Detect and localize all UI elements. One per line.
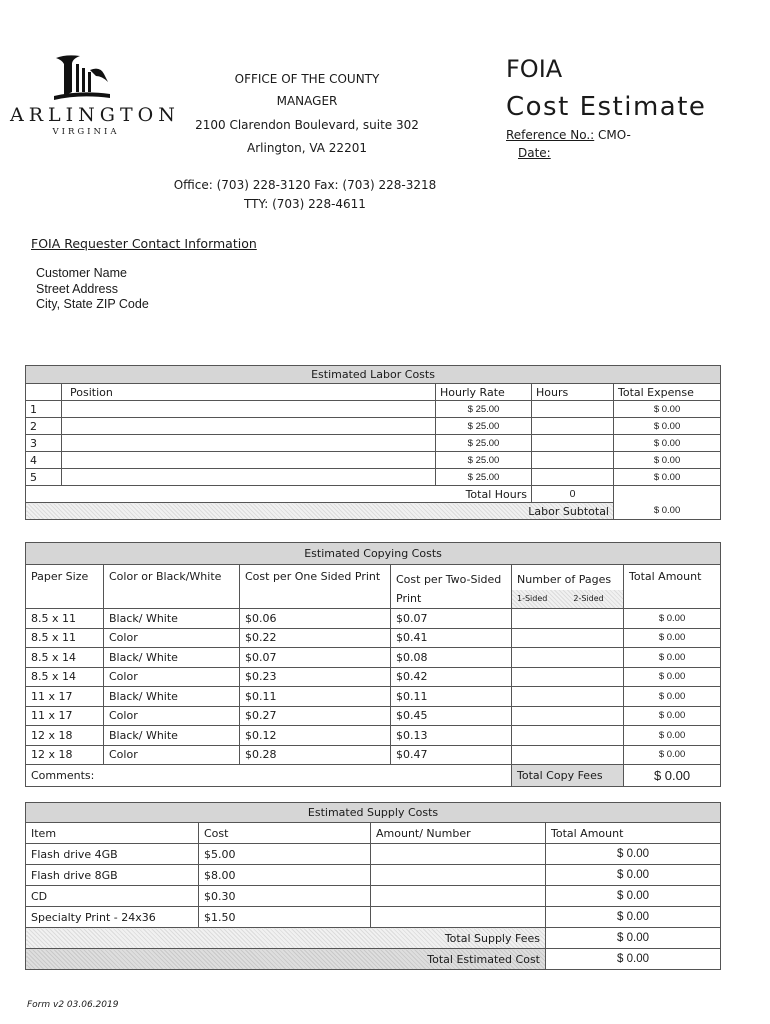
supply-cost: $5.00 [199, 844, 371, 865]
one-sided-cost: $0.23 [240, 667, 391, 687]
paper-size: 11 x 17 [26, 706, 104, 726]
hourly-rate: $ 25.00 [436, 435, 532, 452]
hours-input[interactable] [532, 435, 614, 452]
city-state-zip[interactable]: City, State ZIP Code [36, 297, 149, 311]
supply-header-cost: Cost [199, 823, 371, 844]
one-sided-cost: $0.12 [240, 726, 391, 746]
labor-header-position: Position [62, 384, 436, 401]
reference-number [506, 128, 631, 142]
copy-row [26, 609, 721, 629]
amount-input[interactable] [371, 865, 546, 886]
hours-input[interactable] [532, 401, 614, 418]
arlington-logo [10, 52, 180, 137]
amount-input[interactable] [371, 844, 546, 865]
total-estimated-cost-value: $ 0.00 [546, 949, 721, 970]
copy-row [26, 687, 721, 707]
two-sided-label: 2-Sided [573, 594, 604, 604]
copy-header-pages: Number of Pages [512, 565, 624, 590]
color-type: Color [104, 667, 240, 687]
supply-costs-table [25, 802, 721, 970]
total-expense: $ 0.00 [614, 418, 721, 435]
position-input[interactable] [62, 401, 436, 418]
labor-header-rate: Hourly Rate [436, 384, 532, 401]
hours-input[interactable] [532, 418, 614, 435]
labor-row [26, 469, 721, 486]
copy-total: $ 0.00 [624, 648, 721, 668]
paper-size: 8.5 x 14 [26, 667, 104, 687]
supply-total: $ 0.00 [546, 865, 721, 886]
title-cost-estimate: Cost Estimate [506, 92, 707, 122]
one-sided-cost: $0.06 [240, 609, 391, 629]
two-sided-cost: $0.11 [391, 687, 512, 707]
supply-row [26, 886, 721, 907]
total-copy-fees-label: Total Copy Fees [512, 765, 624, 787]
two-sided-cost: $0.45 [391, 706, 512, 726]
pages-input[interactable] [512, 745, 624, 765]
arlington-house-icon [50, 52, 112, 102]
comments-field[interactable]: Comments: [26, 765, 512, 787]
copy-header-two-sided-line2: Print [396, 592, 422, 605]
two-sided-cost: $0.41 [391, 628, 512, 648]
office-line-4: Arlington, VA 22201 [247, 141, 367, 155]
office-line-2: MANAGER [276, 94, 338, 108]
one-sided-cost: $0.07 [240, 648, 391, 668]
copy-total: $ 0.00 [624, 726, 721, 746]
pages-input[interactable] [512, 726, 624, 746]
copying-costs-table [25, 542, 721, 787]
paper-size: 8.5 x 11 [26, 609, 104, 629]
labor-row-number: 1 [26, 401, 62, 418]
copying-title: Estimated Copying Costs [26, 543, 721, 565]
labor-header-hours: Hours [532, 384, 614, 401]
color-type: Black/ White [104, 687, 240, 707]
supply-header-amount: Amount/ Number [371, 823, 546, 844]
total-expense: $ 0.00 [614, 452, 721, 469]
two-sided-cost: $0.42 [391, 667, 512, 687]
copy-row [26, 706, 721, 726]
paper-size: 11 x 17 [26, 687, 104, 707]
form-version: Form v2 03.06.2019 [27, 1000, 119, 1010]
supply-row [26, 865, 721, 886]
total-copy-fees-value: $ 0.00 [624, 765, 721, 787]
paper-size: 12 x 18 [26, 745, 104, 765]
labor-row [26, 435, 721, 452]
copy-total: $ 0.00 [624, 706, 721, 726]
labor-row-number: 5 [26, 469, 62, 486]
supply-total: $ 0.00 [546, 844, 721, 865]
total-hours-label: Total Hours [26, 486, 532, 503]
hourly-rate: $ 25.00 [436, 401, 532, 418]
position-input[interactable] [62, 435, 436, 452]
supply-row [26, 844, 721, 865]
total-supply-fees-label: Total Supply Fees [26, 928, 546, 949]
hourly-rate: $ 25.00 [436, 418, 532, 435]
supply-cost: $8.00 [199, 865, 371, 886]
two-sided-cost: $0.08 [391, 648, 512, 668]
labor-costs-table [25, 365, 721, 520]
labor-header-total: Total Expense [614, 384, 721, 401]
supply-cost: $0.30 [199, 886, 371, 907]
logo-name: ARLINGTON [10, 104, 180, 126]
office-address [183, 68, 431, 159]
supply-item: Flash drive 8GB [26, 865, 199, 886]
supply-total: $ 0.00 [546, 907, 721, 928]
pages-input[interactable] [512, 648, 624, 668]
labor-row [26, 418, 721, 435]
color-type: Black/ White [104, 726, 240, 746]
paper-size: 8.5 x 14 [26, 648, 104, 668]
copy-row [26, 667, 721, 687]
date-label: Date: [518, 146, 551, 160]
color-type: Black/ White [104, 609, 240, 629]
color-type: Color [104, 745, 240, 765]
total-expense: $ 0.00 [614, 469, 721, 486]
labor-subtotal-label: Labor Subtotal [26, 503, 614, 520]
office-tty: TTY: (703) 228-4611 [244, 197, 366, 211]
copy-header-color: Color or Black/White [104, 565, 240, 609]
labor-row [26, 452, 721, 469]
reference-value[interactable]: CMO- [594, 128, 631, 142]
two-sided-cost: $0.13 [391, 726, 512, 746]
total-supply-fees-value: $ 0.00 [546, 928, 721, 949]
copy-total: $ 0.00 [624, 745, 721, 765]
hours-input[interactable] [532, 469, 614, 486]
title-foia: FOIA [506, 55, 563, 83]
copy-row [26, 648, 721, 668]
office-phone: Office: (703) 228-3120 Fax: (703) 228-3218 [173, 178, 437, 192]
copy-header-two-sided-line1: Cost per Two-Sided [396, 573, 502, 586]
amount-input[interactable] [371, 907, 546, 928]
position-input[interactable] [62, 469, 436, 486]
total-estimated-cost-label: Total Estimated Cost [26, 949, 546, 970]
labor-title: Estimated Labor Costs [26, 366, 721, 384]
contact-heading: FOIA Requester Contact Information [31, 236, 257, 251]
color-type: Black/ White [104, 648, 240, 668]
hourly-rate: $ 25.00 [436, 469, 532, 486]
labor-row-number: 3 [26, 435, 62, 452]
paper-size: 8.5 x 11 [26, 628, 104, 648]
office-line-3: 2100 Clarendon Boulevard, suite 302 [195, 118, 419, 132]
amount-input[interactable] [371, 886, 546, 907]
copy-total: $ 0.00 [624, 687, 721, 707]
one-sided-cost: $0.28 [240, 745, 391, 765]
pages-input[interactable] [512, 687, 624, 707]
supply-header-total: Total Amount [546, 823, 721, 844]
position-input[interactable] [62, 418, 436, 435]
copy-row [26, 745, 721, 765]
hourly-rate: $ 25.00 [436, 452, 532, 469]
pages-input[interactable] [512, 667, 624, 687]
street-address[interactable]: Street Address [36, 281, 118, 296]
labor-row-number: 4 [26, 452, 62, 469]
one-sided-cost: $0.11 [240, 687, 391, 707]
pages-input[interactable] [512, 609, 624, 629]
pages-input[interactable] [512, 628, 624, 648]
color-type: Color [104, 706, 240, 726]
paper-size: 12 x 18 [26, 726, 104, 746]
copy-row [26, 726, 721, 746]
supply-header-item: Item [26, 823, 199, 844]
copy-header-total: Total Amount [624, 565, 721, 609]
total-expense: $ 0.00 [614, 435, 721, 452]
labor-row-number: 2 [26, 418, 62, 435]
copy-total: $ 0.00 [624, 667, 721, 687]
supply-cost: $1.50 [199, 907, 371, 928]
hours-input[interactable] [532, 452, 614, 469]
copy-row [26, 628, 721, 648]
total-hours-value: 0 [532, 486, 614, 503]
pages-input[interactable] [512, 706, 624, 726]
total-expense: $ 0.00 [614, 401, 721, 418]
copy-header-size: Paper Size [26, 565, 104, 609]
contact-block [36, 266, 149, 313]
supply-title: Estimated Supply Costs [26, 803, 721, 823]
supply-item: Flash drive 4GB [26, 844, 199, 865]
pages-sided-labels [512, 590, 624, 609]
office-phones [140, 176, 470, 214]
copy-header-one-sided: Cost per One Sided Print [240, 565, 391, 609]
labor-row [26, 401, 721, 418]
customer-name[interactable]: Customer Name [36, 266, 127, 280]
color-type: Color [104, 628, 240, 648]
supply-item: CD [26, 886, 199, 907]
two-sided-cost: $0.07 [391, 609, 512, 629]
supply-total: $ 0.00 [546, 886, 721, 907]
two-sided-cost: $0.47 [391, 745, 512, 765]
one-sided-cost: $0.22 [240, 628, 391, 648]
labor-subtotal-value: $ 0.00 [614, 486, 721, 520]
supply-row [26, 907, 721, 928]
position-input[interactable] [62, 452, 436, 469]
one-sided-label: 1-Sided [517, 594, 548, 604]
supply-item: Specialty Print - 24x36 [26, 907, 199, 928]
copy-header-two-sided [391, 565, 512, 609]
office-line-1: OFFICE OF THE COUNTY [234, 72, 380, 86]
one-sided-cost: $0.27 [240, 706, 391, 726]
reference-label: Reference No.: [506, 128, 595, 142]
copy-total: $ 0.00 [624, 609, 721, 629]
logo-subtitle: VIRGINIA [52, 127, 120, 137]
copy-total: $ 0.00 [624, 628, 721, 648]
